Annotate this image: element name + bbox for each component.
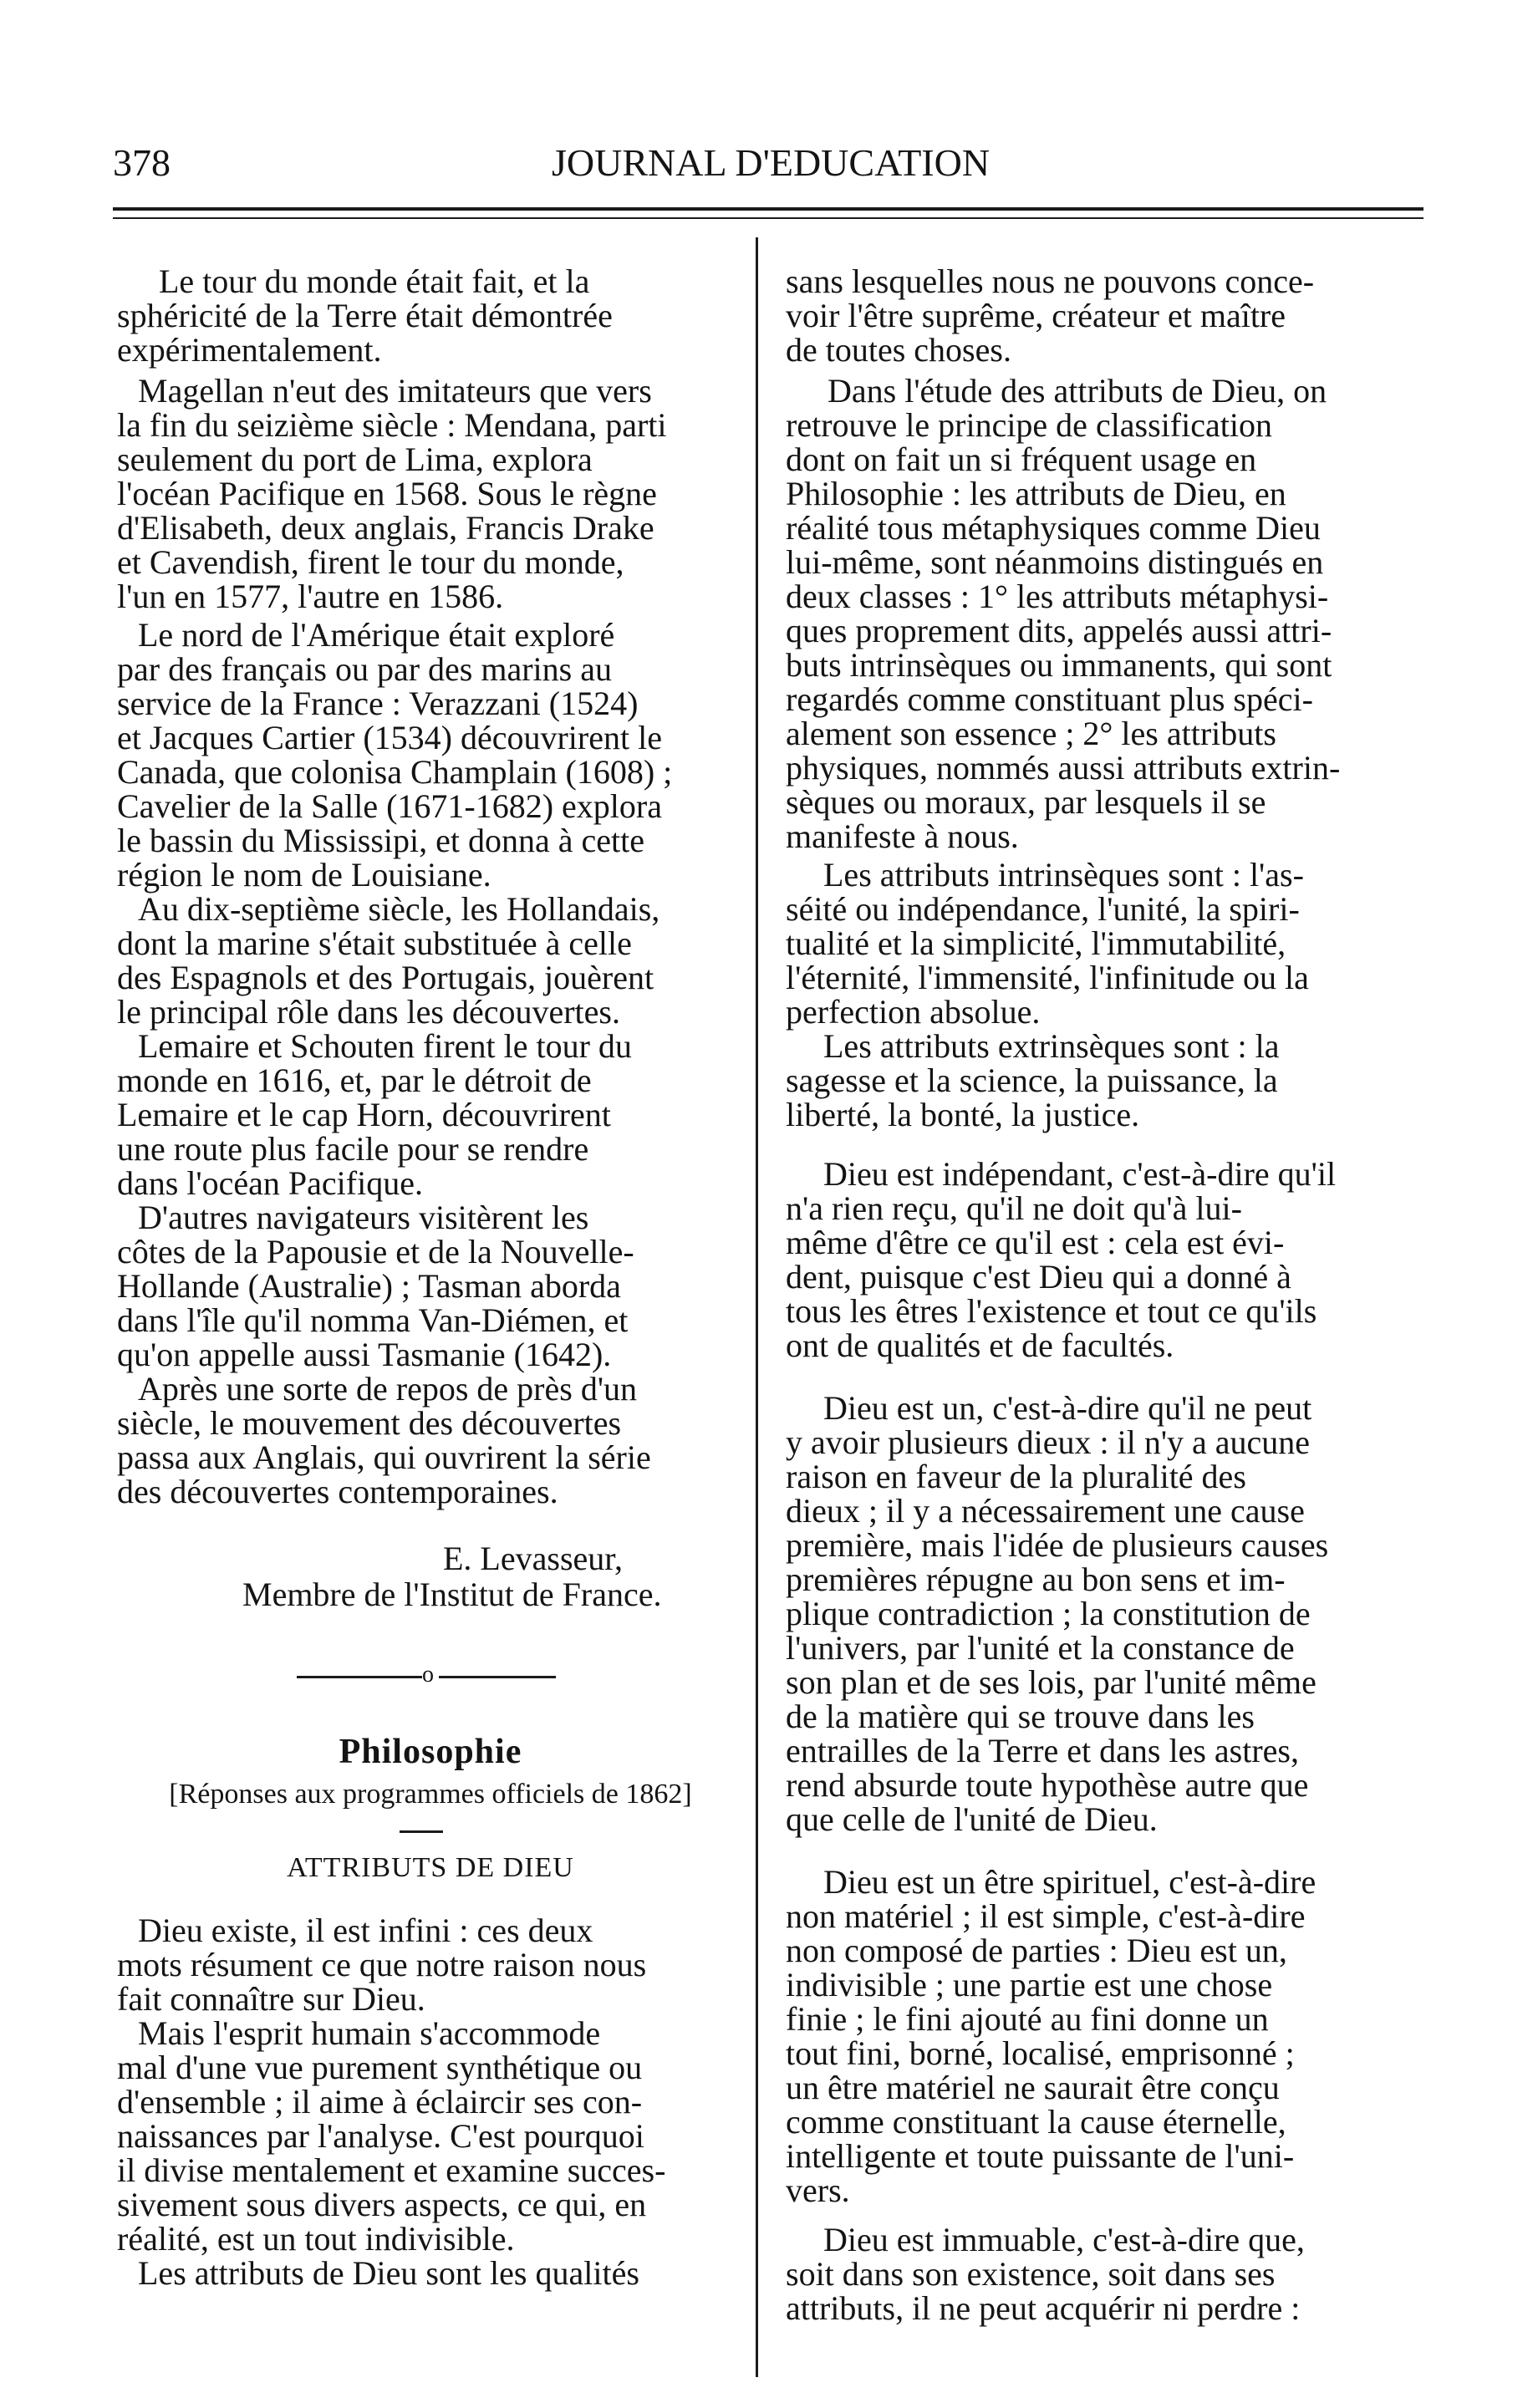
text-line: de la matière qui se trouve dans les (786, 1698, 1255, 1735)
text-line: même d'être ce qu'il est : cela est évi- (786, 1224, 1285, 1261)
article-title: ATTRIBUTS DE DIEU (287, 1852, 574, 1883)
text-line: dont la marine s'était substituée à celle (117, 924, 632, 962)
text-line: il divise mentalement et examine succes- (117, 2151, 666, 2189)
text-line: Dieu existe, il est infini : ces deux (138, 1912, 593, 1949)
text-line: ont de qualités et de facultés. (786, 1326, 1174, 1364)
text-line: raison en faveur de la pluralité des (786, 1458, 1246, 1495)
column-divider (756, 237, 758, 2377)
text-line: le principal rôle dans les découvertes. (117, 993, 620, 1031)
text-line: attributs, il ne peut acquérir ni perdre : (786, 2289, 1301, 2327)
text-line: naissances par l'analyse. C'est pourquoi (117, 2117, 644, 2155)
text-line: son plan et de ses lois, par l'unité même (786, 1663, 1316, 1701)
text-line: tout fini, borné, localisé, emprisonné ; (786, 2034, 1295, 2072)
text-line: service de la France : Verazzani (1524) (117, 685, 639, 722)
text-line: non matériel ; il est simple, c'est-à-dire (786, 1897, 1306, 1935)
text-line: dans l'île qu'il nomma Van-Diémen, et (117, 1301, 629, 1339)
text-line: deux classes : 1° les attributs métaphysi- (786, 578, 1329, 615)
text-line: région le nom de Louisiane. (117, 856, 491, 893)
text-line: réalité, est un tout indivisible. (117, 2220, 515, 2258)
text-line: vers. (786, 2171, 850, 2209)
signature-name: E. Levasseur, (443, 1540, 623, 1577)
text-line: Dans l'étude des attributs de Dieu, on (828, 372, 1327, 410)
text-line: Cavelier de la Salle (1671-1682) explora (117, 787, 662, 825)
section-subtitle: [Réponses aux programmes officiels de 1862] (169, 1779, 692, 1810)
text-line: perfection absolue. (786, 993, 1041, 1031)
text-line: l'un en 1577, l'autre en 1586. (117, 578, 504, 615)
text-line: comme constituant la cause éternelle, (786, 2103, 1286, 2141)
text-line: rend absurde toute hypothèse autre que (786, 1766, 1309, 1804)
text-line: réalité tous métaphysiques comme Dieu (786, 509, 1321, 547)
text-line: qu'on appelle aussi Tasmanie (1642). (117, 1336, 612, 1373)
text-line: dieux ; il y a nécessairement une cause (786, 1492, 1305, 1530)
text-line: Hollande (Australie) ; Tasman aborda (117, 1267, 621, 1305)
text-line: tous les êtres l'existence et tout ce qu'ils (786, 1292, 1317, 1330)
text-line: Lemaire et le cap Horn, découvrirent (117, 1096, 611, 1133)
text-line: Dieu est un être spirituel, c'est-à-dire (823, 1863, 1316, 1901)
text-line: finie ; le fini ajouté au fini donne un (786, 2000, 1269, 2038)
text-line: l'océan Pacifique en 1568. Sous le règne (117, 475, 657, 512)
text-line: monde en 1616, et, par le détroit de (117, 1061, 592, 1099)
text-line: sivement sous divers aspects, ce qui, en (117, 2186, 647, 2223)
text-line: l'univers, par l'unité et la constance de (786, 1629, 1295, 1667)
text-line: un être matériel ne saurait être conçu (786, 2069, 1280, 2106)
text-line: seulement du port de Lima, explora (117, 440, 593, 478)
text-line: Mais l'esprit humain s'accommode (138, 2014, 601, 2052)
text-line: première, mais l'idée de plusieurs causes (786, 1526, 1329, 1564)
text-line: mal d'une vue purement synthétique ou (117, 2049, 643, 2086)
header-rule-thick (113, 207, 1423, 211)
text-line: intelligente et toute puissante de l'uni- (786, 2137, 1295, 2175)
section-title: Philosophie (339, 1733, 522, 1771)
text-line: plique contradiction ; la constitution de (786, 1595, 1311, 1632)
text-line: côtes de la Papousie et de la Nouvelle- (117, 1233, 634, 1270)
short-separator (400, 1830, 443, 1833)
text-line: des découvertes contemporaines. (117, 1473, 558, 1510)
ornament-separator-right (439, 1676, 556, 1678)
text-line: Le tour du monde était fait, et la (159, 262, 590, 300)
text-line: d'ensemble ; il aime à éclaircir ses con- (117, 2083, 643, 2120)
text-line: physiques, nommés aussi attributs extrin- (786, 749, 1341, 787)
text-line: alement son essence ; 2° les attributs (786, 715, 1276, 752)
page-number: 378 (113, 141, 171, 184)
text-line: premières répugne au bon sens et im- (786, 1560, 1286, 1598)
text-line: entrailles de la Terre et dans les astres, (786, 1732, 1299, 1769)
text-line: n'a rien reçu, qu'il ne doit qu'à lui- (786, 1189, 1242, 1227)
text-line: dans l'océan Pacifique. (117, 1164, 423, 1202)
signature-title: Membre de l'Institut de France. (242, 1576, 662, 1613)
text-line: une route plus facile pour se rendre (117, 1130, 589, 1168)
text-line: Les attributs intrinsèques sont : l'as- (823, 856, 1304, 893)
text-line: sèques ou moraux, par lesquels il se (786, 783, 1266, 821)
text-line: soit dans son existence, soit dans ses (786, 2255, 1276, 2293)
text-line: y avoir plusieurs dieux : il n'y a aucune (786, 1423, 1311, 1461)
text-line: que celle de l'unité de Dieu. (786, 1800, 1158, 1838)
text-line: Après une sorte de repos de près d'un (138, 1370, 638, 1408)
text-line: sagesse et la science, la puissance, la (786, 1061, 1278, 1099)
text-line: des Espagnols et des Portugais, jouèrent (117, 959, 654, 996)
text-line: le bassin du Mississipi, et donna à cette (117, 822, 645, 859)
text-line: regardés comme constituant plus spéci- (786, 680, 1313, 718)
text-line: Canada, que colonisa Champlain (1608) ; (117, 753, 673, 791)
text-line: tualité et la simplicité, l'immutabilité, (786, 924, 1286, 962)
text-line: D'autres navigateurs visitèrent les (138, 1199, 589, 1236)
text-line: séité ou indépendance, l'unité, la spiri- (786, 890, 1300, 928)
text-line: expérimentalement. (117, 331, 382, 369)
text-line: et Cavendish, firent le tour du monde, (117, 543, 624, 581)
text-line: liberté, la bonté, la justice. (786, 1096, 1140, 1133)
text-line: Philosophie : les attributs de Dieu, en (786, 475, 1286, 512)
text-line: siècle, le mouvement des découvertes (117, 1404, 622, 1442)
text-line: Dieu est indépendant, c'est-à-dire qu'il (823, 1155, 1337, 1193)
text-line: voir l'être suprême, créateur et maître (786, 297, 1286, 334)
text-line: Lemaire et Schouten firent le tour du (138, 1027, 632, 1065)
text-line: l'éternité, l'immensité, l'infinitude ou la (786, 959, 1309, 996)
ornament-separator-left (297, 1676, 422, 1678)
text-line: la fin du seizième siècle : Mendana, parti (117, 406, 667, 444)
text-line: Les attributs extrinsèques sont : la (823, 1027, 1280, 1065)
text-line: retrouve le principe de classification (786, 406, 1272, 444)
text-line: dont on fait un si fréquent usage en (786, 440, 1257, 478)
text-line: fait connaître sur Dieu. (117, 1980, 425, 2018)
text-line: de toutes choses. (786, 331, 1011, 369)
text-line: passa aux Anglais, qui ouvrirent la série (117, 1438, 651, 1476)
text-line: par des français ou par des marins au (117, 650, 612, 688)
text-line: non composé de parties : Dieu est un, (786, 1932, 1287, 1969)
text-line: lui-même, sont néanmoins distingués en (786, 543, 1324, 581)
text-line: Dieu est un, c'est-à-dire qu'il ne peut (823, 1389, 1312, 1427)
text-line: sphéricité de la Terre était démontrée (117, 297, 613, 334)
text-line: ques proprement dits, appelés aussi attri- (786, 612, 1332, 649)
text-line: d'Elisabeth, deux anglais, Francis Drake (117, 509, 654, 547)
text-line: buts intrinsèques ou immanents, qui sont (786, 646, 1332, 684)
text-line: Dieu est immuable, c'est-à-dire que, (823, 2221, 1305, 2258)
text-line: Le nord de l'Amérique était exploré (138, 616, 615, 654)
text-line: mots résument ce que notre raison nous (117, 1946, 647, 1983)
journal-title: JOURNAL D'EDUCATION (552, 141, 991, 184)
ornament-separator-circle: o (422, 1662, 434, 1688)
text-line: dent, puisque c'est Dieu qui a donné à (786, 1258, 1291, 1296)
text-line: sans lesquelles nous ne pouvons conce- (786, 262, 1315, 300)
text-line: manifeste à nous. (786, 817, 1019, 855)
text-line: indivisible ; une partie est une chose (786, 1966, 1273, 2003)
text-line: et Jacques Cartier (1534) découvrirent le (117, 719, 662, 756)
text-line: Magellan n'eut des imitateurs que vers (138, 372, 652, 410)
header-rule-thin (113, 217, 1423, 219)
text-line: Au dix-septième siècle, les Hollandais, (138, 890, 660, 928)
text-line: Les attributs de Dieu sont les qualités (138, 2254, 639, 2292)
